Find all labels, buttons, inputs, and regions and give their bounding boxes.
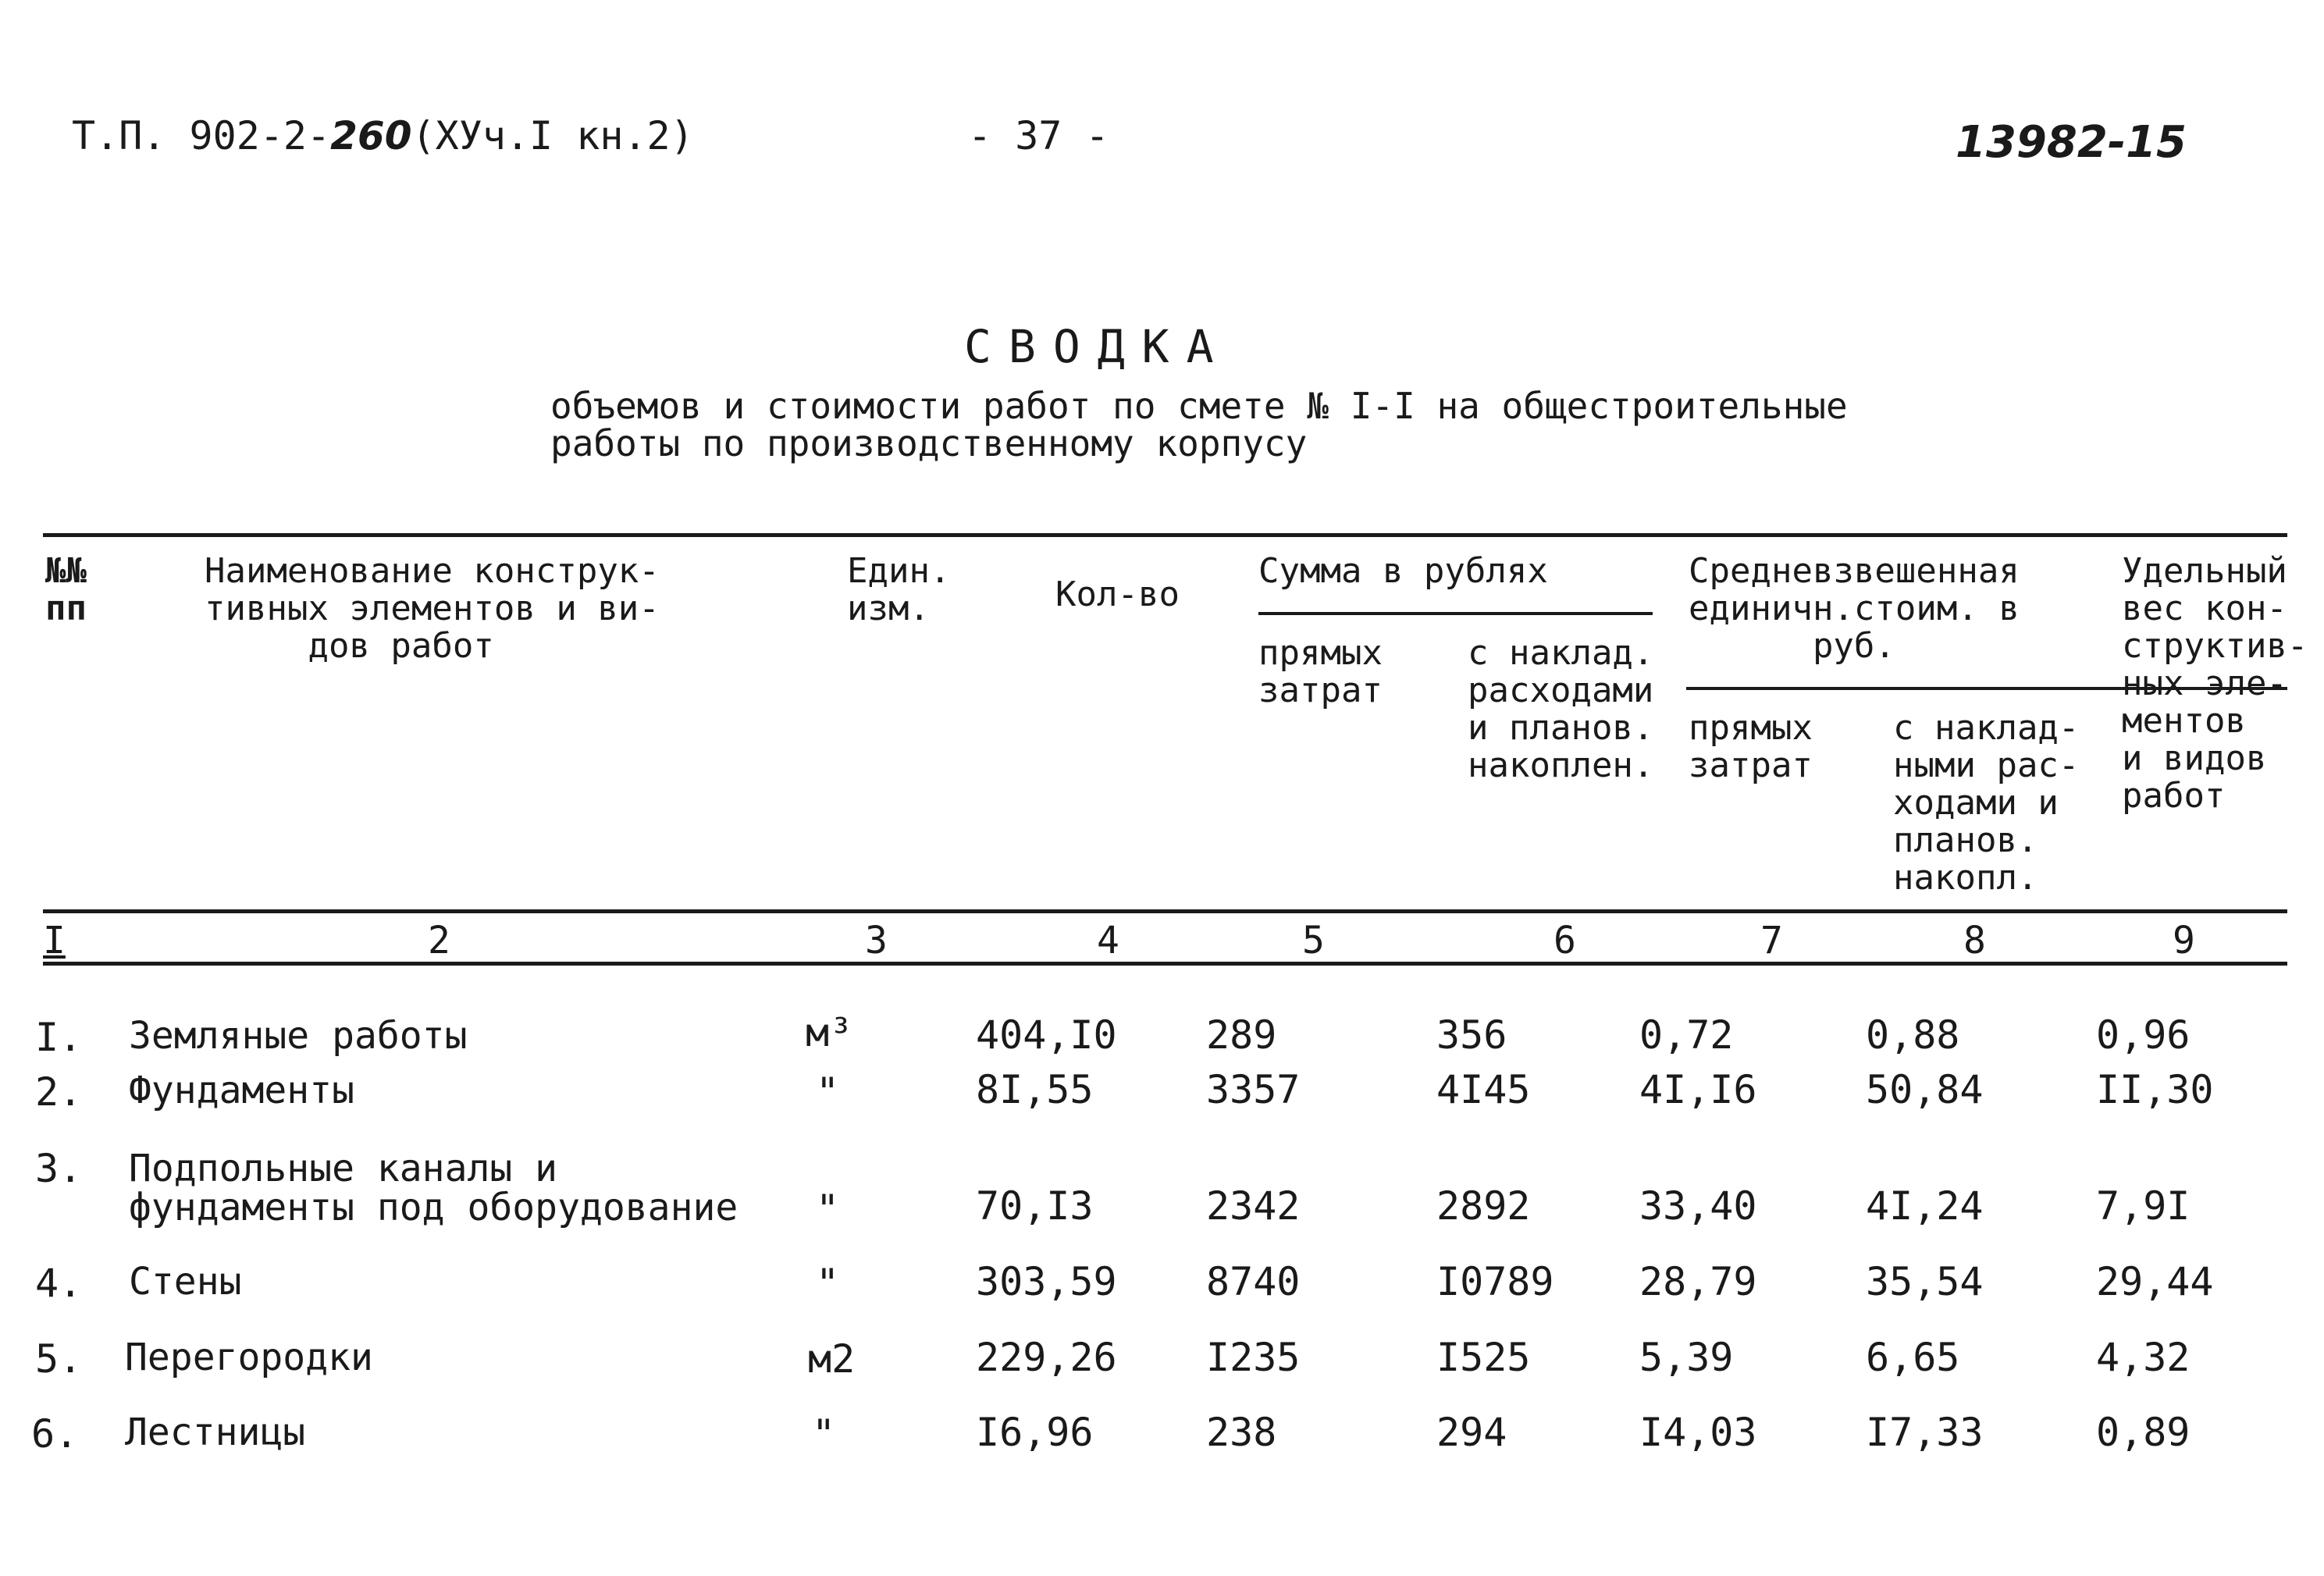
row-avg-overhead: 4I,24 <box>1866 1183 1984 1229</box>
row-quantity: 404,I0 <box>976 1012 1117 1058</box>
row-direct-cost: 2342 <box>1206 1183 1301 1229</box>
row-quantity: 8I,55 <box>976 1067 1094 1112</box>
row-number: I. <box>35 1015 83 1060</box>
column-number-7: 7 <box>1760 919 1783 962</box>
row-number: 2. <box>35 1069 83 1115</box>
row-avg-direct: 5,39 <box>1639 1335 1734 1380</box>
row-share: 7,9I <box>2096 1183 2191 1229</box>
row-unit: " <box>816 1261 840 1306</box>
row-overhead-cost: 294 <box>1436 1410 1507 1455</box>
row-avg-overhead: 35,54 <box>1866 1259 1984 1304</box>
column-number-1: I <box>43 919 66 962</box>
column-number-4: 4 <box>1097 919 1119 962</box>
row-quantity: 229,26 <box>976 1335 1117 1380</box>
row-overhead-cost: 4I45 <box>1436 1067 1531 1112</box>
header-bottom-rule <box>43 909 2287 913</box>
row-unit: " <box>816 1186 840 1232</box>
row-unit: " <box>816 1069 840 1115</box>
row-name: Земляные работы <box>129 1014 468 1058</box>
header-col-name: Наименование конструк- тивных элементов и ви- дов работ <box>205 551 660 666</box>
column-numbers-rule <box>43 962 2287 966</box>
header-col-number: №№ пп <box>45 551 87 628</box>
row-unit: м2 <box>808 1336 856 1382</box>
row-avg-direct: 4I,I6 <box>1639 1067 1757 1112</box>
row-share: II,30 <box>2096 1067 2214 1112</box>
header-col-direct: прямых затрат <box>1258 633 1383 710</box>
subtitle-line-2: работы по производственному корпусу <box>550 422 1308 464</box>
row-avg-direct: 28,79 <box>1639 1259 1757 1304</box>
row-avg-overhead: 50,84 <box>1866 1067 1984 1112</box>
row-direct-cost: 8740 <box>1206 1259 1301 1304</box>
row-number: 3. <box>35 1146 83 1191</box>
header-group-average: Средневзвешенная единичн.стоим. в руб. <box>1689 551 2020 666</box>
row-avg-overhead: 0,88 <box>1866 1012 1960 1058</box>
subtitle-line-1: объемов и стоимости работ по смете № I-I на общестроительные <box>550 385 1848 427</box>
row-quantity: I6,96 <box>976 1410 1094 1455</box>
row-unit: " <box>812 1411 836 1457</box>
row-quantity: 303,59 <box>976 1259 1117 1304</box>
row-name: Перегородки <box>125 1336 373 1379</box>
row-share: 0,89 <box>2096 1410 2191 1455</box>
row-number: 6. <box>31 1411 79 1457</box>
row-avg-direct: 0,72 <box>1639 1012 1734 1058</box>
row-name: Стены <box>129 1260 242 1304</box>
row-avg-overhead: I7,33 <box>1866 1410 1984 1455</box>
header-col-avg-overhead: с наклад- ными рас- ходами и планов. накопл. <box>1893 708 2080 898</box>
row-share: 29,44 <box>2096 1259 2214 1304</box>
column-number-8: 8 <box>1963 919 1986 962</box>
column-number-9: 9 <box>2173 919 2195 962</box>
row-unit: м³ <box>806 1010 853 1055</box>
sum-group-underline <box>1258 612 1653 615</box>
row-name: Фундаменты <box>129 1069 354 1112</box>
row-share: 4,32 <box>2096 1335 2191 1380</box>
row-overhead-cost: 356 <box>1436 1012 1507 1058</box>
row-quantity: 70,I3 <box>976 1183 1094 1229</box>
header-col-share: Удельный вес кон- структив- ных эле- ментов и видов работ <box>2122 551 2308 816</box>
document-code-suffix: (ХУч.I кн.2) <box>411 113 694 158</box>
row-direct-cost: I235 <box>1206 1335 1301 1380</box>
row-direct-cost: 238 <box>1206 1410 1277 1455</box>
page-title: СВОДКА <box>964 320 1231 373</box>
row-overhead-cost: 2892 <box>1436 1183 1531 1229</box>
header-col-avg-direct: прямых затрат <box>1689 708 1813 785</box>
row-avg-overhead: 6,65 <box>1866 1335 1960 1380</box>
row-avg-direct: 33,40 <box>1639 1183 1757 1229</box>
stamp-number: 13982-15 <box>1956 117 2187 168</box>
row-name: Лестницы <box>125 1411 306 1454</box>
row-avg-direct: I4,03 <box>1639 1410 1757 1455</box>
row-share: 0,96 <box>2096 1012 2191 1058</box>
document-code-prefix: Т.П. 902-2- <box>72 113 331 158</box>
document-code-handwritten: 260 <box>330 113 412 158</box>
row-direct-cost: 289 <box>1206 1012 1277 1058</box>
header-col-unit: Един. изм. <box>847 551 951 628</box>
column-number-3: 3 <box>865 919 888 962</box>
column-number-6: 6 <box>1553 919 1576 962</box>
table-top-rule <box>43 533 2287 537</box>
column-number-5: 5 <box>1302 919 1325 962</box>
page-number: - 37 - <box>968 113 1109 158</box>
column-number-2: 2 <box>428 919 450 962</box>
header-group-sum: Сумма в рублях <box>1258 551 1548 591</box>
header-col-quantity: Кол-во <box>1055 575 1180 614</box>
row-overhead-cost: I525 <box>1436 1335 1531 1380</box>
row-number: 5. <box>35 1336 83 1382</box>
document-code <box>72 113 694 158</box>
header-col-overhead: с наклад. расходами и планов. накоплен. <box>1468 633 1654 785</box>
row-direct-cost: 3357 <box>1206 1067 1301 1112</box>
row-overhead-cost: I0789 <box>1436 1259 1554 1304</box>
row-name: Подпольные каналы и фундаменты под оборудование <box>129 1147 738 1229</box>
row-number: 4. <box>35 1261 83 1306</box>
